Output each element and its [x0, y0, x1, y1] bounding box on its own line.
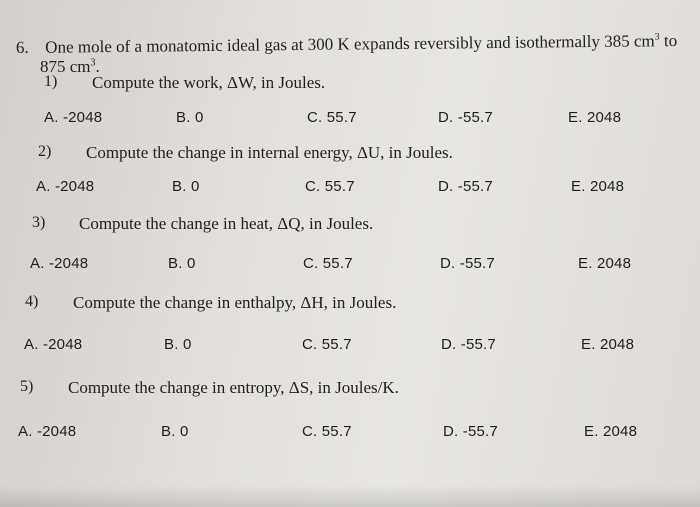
problem-text-line2-end: . — [95, 57, 100, 76]
q2-option-e: E. 2048 — [571, 178, 625, 195]
q2-option-a: A. -2048 — [36, 178, 95, 195]
question-2-number: 2) — [38, 143, 52, 160]
q2-option-c: C. 55.7 — [305, 178, 355, 195]
question-3-number: 3) — [32, 214, 46, 231]
q5-option-c: C. 55.7 — [302, 423, 352, 440]
q3-option-c: C. 55.7 — [303, 255, 353, 272]
q4-option-b: B. 0 — [164, 336, 192, 353]
q5-option-d: D. -55.7 — [443, 423, 498, 440]
q1-option-e: E. 2048 — [568, 109, 622, 126]
q3-option-d: D. -55.7 — [440, 255, 495, 272]
q1-option-b: B. 0 — [176, 109, 204, 126]
q2-option-b: B. 0 — [172, 178, 200, 195]
q4-option-c: C. 55.7 — [302, 336, 352, 353]
q5-option-e: E. 2048 — [584, 423, 638, 440]
q1-option-c: C. 55.7 — [307, 109, 357, 126]
bottom-shadow — [0, 485, 700, 507]
superscript: 3 — [654, 31, 660, 43]
q5-option-b: B. 0 — [161, 423, 189, 440]
problem-text-line2: 875 cm — [40, 57, 91, 76]
question-4-number: 4) — [25, 293, 39, 310]
problem-text-line1-end: to — [659, 31, 678, 51]
q3-option-a: A. -2048 — [30, 255, 89, 272]
q3-option-b: B. 0 — [168, 255, 196, 272]
q4-option-e: E. 2048 — [581, 336, 635, 353]
q5-option-a: A. -2048 — [18, 423, 77, 440]
q4-option-a: A. -2048 — [24, 336, 83, 353]
q2-option-d: D. -55.7 — [438, 178, 493, 195]
problem-number: 6. — [15, 37, 29, 57]
problem-statement-line1 — [16, 31, 677, 58]
q3-option-e: E. 2048 — [578, 255, 632, 272]
question-5-text: Compute the change in entropy, ΔS, in Joules/K. — [68, 378, 399, 397]
q1-option-a: A. -2048 — [44, 109, 103, 126]
question-4-text: Compute the change in enthalpy, ΔH, in Joules. — [73, 293, 397, 312]
question-1-number: 1) — [44, 73, 58, 90]
question-5-number: 5) — [20, 378, 34, 395]
question-2-text: Compute the change in internal energy, ΔU, in Joules. — [86, 143, 453, 162]
q4-option-d: D. -55.7 — [441, 336, 496, 353]
question-1-text: Compute the work, ΔW, in Joules. — [92, 73, 326, 92]
superscript: 3 — [90, 57, 96, 69]
question-3-text: Compute the change in heat, ΔQ, in Joules. — [79, 214, 374, 233]
problem-text-line1: One mole of a monatomic ideal gas at 300 K expands reversibly and isothermally 385 cm — [45, 31, 655, 57]
q1-option-d: D. -55.7 — [438, 109, 493, 126]
